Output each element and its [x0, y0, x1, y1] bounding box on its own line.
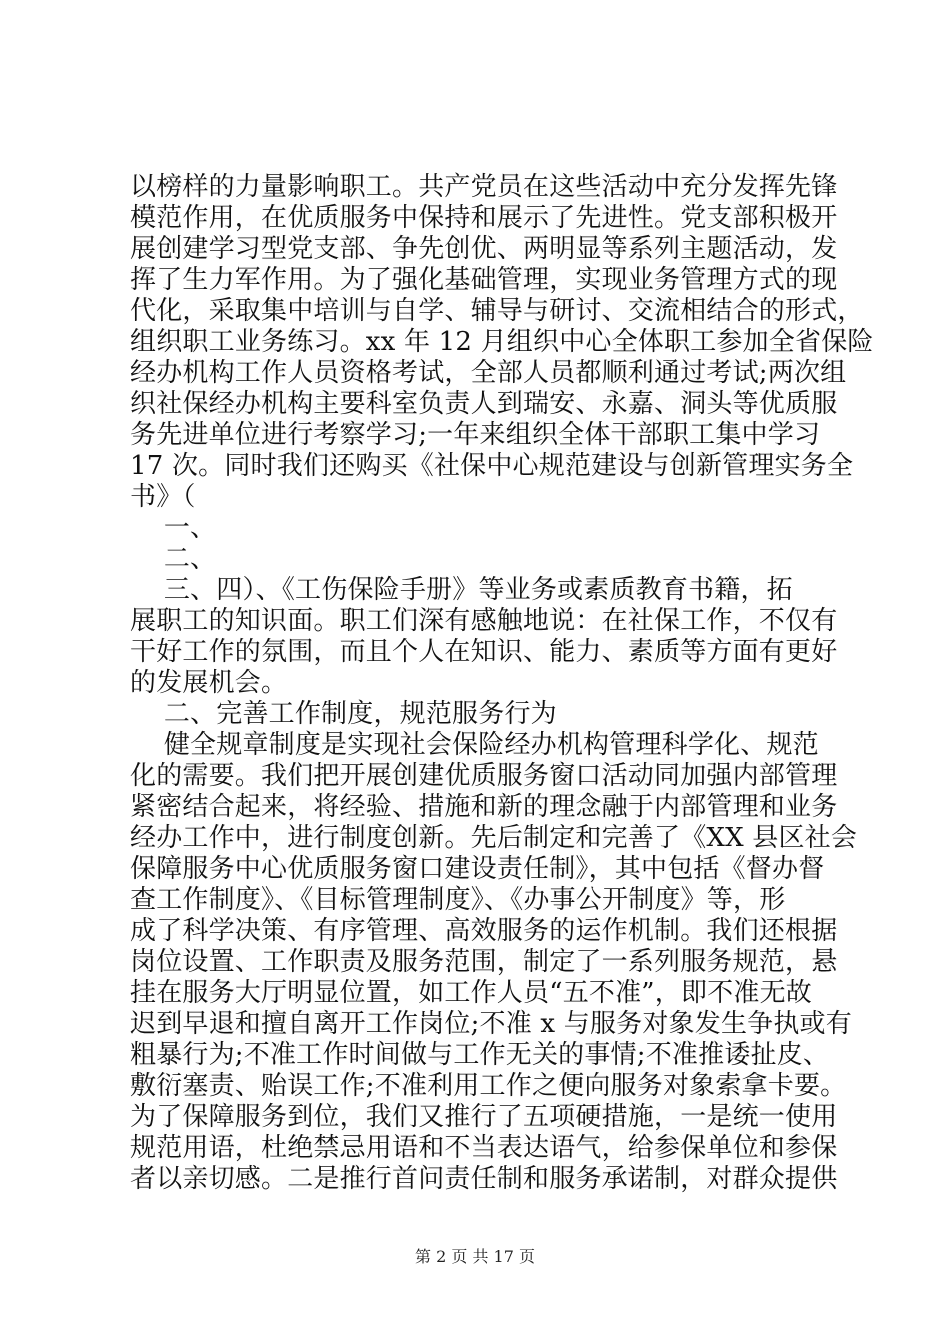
text-line: 务先进单位进行考察学习;一年来组织全体干部职工集中学习: [130, 420, 821, 450]
text-line: 岗位设置、工作职责及服务范围，制定了一系列服务规范，悬: [130, 947, 838, 977]
text-line: 经办机构工作人员资格考试，全部人员都顺利通过考试;两次组: [130, 358, 847, 388]
text-line: 经办工作中，进行制度创新。先后制定和完善了《XX 县区社会: [130, 823, 858, 853]
text-line: 一、: [130, 513, 217, 543]
text-line: 查工作制度》、《目标管理制度》、《办事公开制度》等，形: [130, 885, 786, 915]
text-line: 迟到早退和擅自离开工作岗位;不准 x 与服务对象发生争执或有: [130, 1009, 852, 1039]
text-line: 挥了生力军作用。为了强化基础管理，实现业务管理方式的现: [130, 265, 838, 295]
text-line: 织社保经办机构主要科室负责人到瑞安、永嘉、洞头等优质服: [130, 389, 838, 419]
text-line: 三、四）、《工伤保险手册》等业务或素质教育书籍，拓: [130, 575, 793, 605]
text-line: 者以亲切感。二是推行首问责任制和服务承诺制，对群众提供: [130, 1164, 838, 1194]
text-line: 17 次。同时我们还购买《社保中心规范建设与创新管理实务全: [130, 451, 854, 481]
text-line: 组织职工业务练习。xx 年 12 月组织中心全体职工参加全省保险: [130, 327, 874, 357]
text-line: 书》（: [130, 482, 196, 512]
text-line: 敷衍塞责、贻误工作;不准利用工作之便向服务对象索拿卡要。: [130, 1071, 847, 1101]
text-line: 粗暴行为;不准工作时间做与工作无关的事情;不准推诿扯皮、: [130, 1040, 830, 1070]
text-line: 健全规章制度是实现社会保险经办机构管理科学化、规范: [130, 730, 819, 760]
text-line: 代化，采取集中培训与自学、辅导与研讨、交流相结合的形式，: [130, 296, 864, 326]
text-line: 干好工作的氛围，而且个人在知识、能力、素质等方面有更好: [130, 637, 838, 667]
text-line: 二、完善工作制度，规范服务行为: [130, 699, 557, 729]
text-line: 展职工的知识面。职工们深有感触地说：在社保工作，不仅有: [130, 606, 838, 636]
text-line: 紧密结合起来，将经验、措施和新的理念融于内部管理和业务: [130, 792, 838, 822]
text-line: 二、: [130, 544, 217, 574]
text-line: 规范用语，杜绝禁忌用语和不当表达语气，给参保单位和参保: [130, 1133, 838, 1163]
text-line: 模范作用，在优质服务中保持和展示了先进性。党支部积极开: [130, 203, 838, 233]
text-line: 为了保障服务到位，我们又推行了五项硬措施，一是统一使用: [130, 1102, 838, 1132]
page-footer: 第 2 页 共 17 页: [415, 1247, 535, 1266]
text-line: 以榜样的力量影响职工。共产党员在这些活动中充分发挥先锋: [130, 172, 838, 202]
text-line: 的发展机会。: [130, 668, 288, 698]
text-line: 成了科学决策、有序管理、高效服务的运作机制。我们还根据: [130, 916, 838, 946]
text-line: 保障服务中心优质服务窗口建设责任制》，其中包括《督办督: [130, 854, 825, 884]
text-line: 展创建学习型党支部、争先创优、两明显等系列主题活动，发: [130, 234, 838, 264]
text-line: 挂在服务大厅明显位置，如工作人员“五不准”，即不准无故: [130, 978, 812, 1008]
text-line: 化的需要。我们把开展创建优质服务窗口活动同加强内部管理: [130, 761, 838, 791]
